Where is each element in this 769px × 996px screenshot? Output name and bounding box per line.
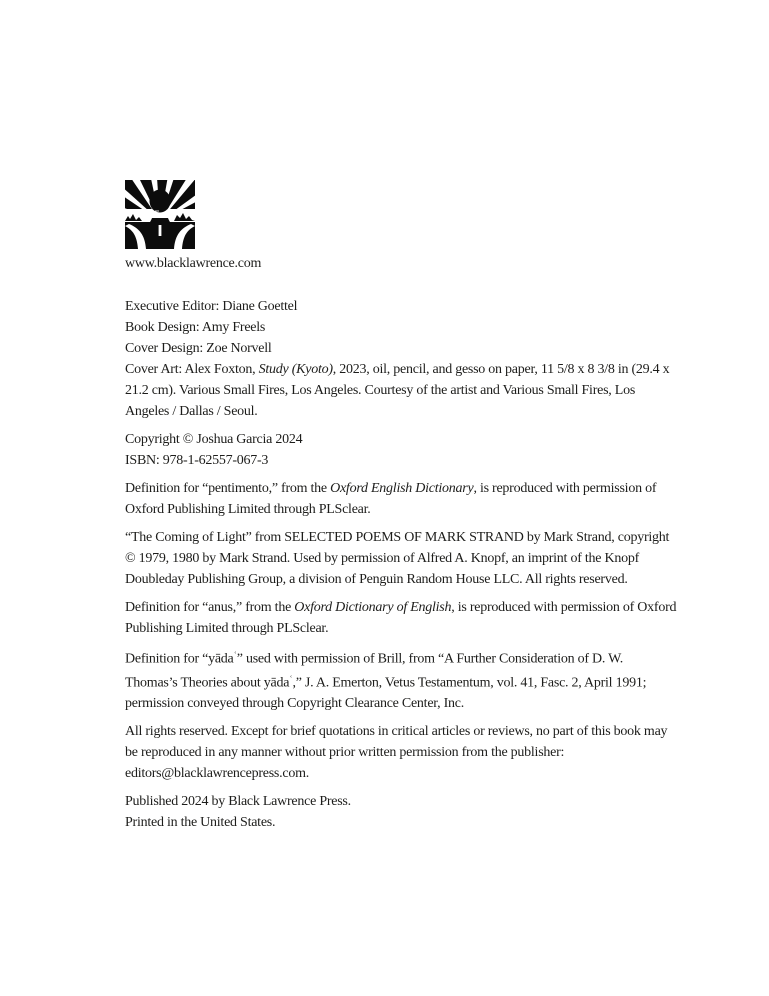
credit-cover-art bbox=[125, 359, 677, 422]
permission-anus bbox=[125, 597, 677, 639]
credit-book-design: Book Design: Amy Freels bbox=[125, 320, 266, 335]
publisher-website: www.blacklawrence.com bbox=[125, 256, 262, 271]
cover-art-title: Study (Kyoto) bbox=[258, 362, 333, 377]
published-line: Published 2024 by Black Lawrence Press. bbox=[125, 794, 351, 810]
publication-block bbox=[125, 791, 677, 833]
permission-pentimento bbox=[125, 478, 677, 520]
rights-statement: All rights reserved. Except for brief quotations in critical articles or reviews, no part of this book may be reproduced in any manner without prior written permission from the publisher: editors@blacklawrencepress.com. bbox=[125, 724, 668, 782]
copyright-page-content bbox=[125, 180, 677, 833]
permission-text: , is reproduced with permission of Oxford Publishing Limited through PLSclear. bbox=[125, 600, 677, 636]
ayin-mark: ʿ bbox=[233, 651, 237, 662]
sunburst-figure-logo-icon bbox=[125, 180, 195, 249]
cover-art-text: , 2023, oil, pencil, and gesso on paper, 11 5/8 x 8 3/8 in (29.4 x 21.2 cm). Various Small Fires, Los Angeles. Courtesy of the artist and Various Small Fires, Los Angeles / Dallas / Seoul. bbox=[125, 362, 670, 419]
dictionary-title: Oxford Dictionary of English bbox=[294, 600, 452, 615]
permission-text: , is reproduced with permission of Oxford Publishing Limited through PLSclear. bbox=[125, 481, 657, 517]
credit-cover-design: Cover Design: Zoe Norvell bbox=[125, 341, 272, 356]
permission-coming-of-light: “The Coming of Light” from SELECTED POEMS OF MARK STRAND by Mark Strand, copyright © 1979, 1980 by Mark Strand. Used by permission of Alfred A. Knopf, an imprint of the Knopf Doubleday Publishing Group, a division of Penguin Random House LLC. All rights reserved. bbox=[125, 530, 670, 587]
permission-text: Definition for “anus,” from the bbox=[125, 600, 295, 615]
permission-yada bbox=[125, 646, 677, 714]
isbn-line: ISBN: 978-1-62557-067-3 bbox=[125, 453, 269, 468]
cover-art-text: Cover Art: Alex Foxton, bbox=[125, 362, 259, 377]
permission-text: Definition for “yāda bbox=[125, 651, 234, 667]
printed-line: Printed in the United States. bbox=[125, 815, 276, 831]
copyright-line: Copyright © Joshua Garcia 2024 bbox=[125, 432, 303, 447]
black-lawrence-press-logo bbox=[125, 180, 195, 249]
ayin-mark: ʿ bbox=[289, 674, 293, 686]
permission-text: Definition for “pentimento,” from the bbox=[125, 481, 331, 496]
credit-executive-editor: Executive Editor: Diane Goettel bbox=[125, 299, 298, 314]
permission-text: ,” J. A. Emerton, Vetus Testamentum, vol. 41, Fasc. 2, April 1991; permission conveyed through Copyright Clearance Center, Inc. bbox=[125, 675, 647, 712]
dictionary-title: Oxford English Dictionary bbox=[330, 481, 474, 496]
copyright-block bbox=[125, 429, 677, 471]
permission-text: ” used with permission of Brill, from “A Further Consideration of D. W. Thomas’s Theories about yāda bbox=[125, 651, 624, 691]
credits-block bbox=[125, 296, 677, 422]
